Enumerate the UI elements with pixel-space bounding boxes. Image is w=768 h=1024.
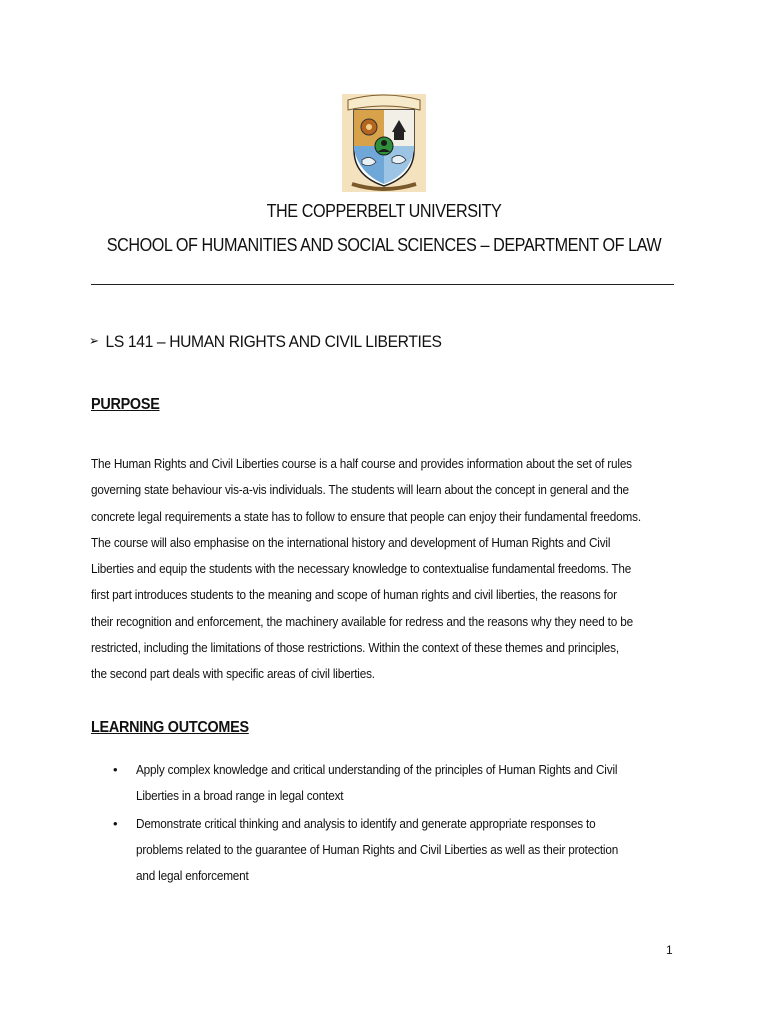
learning-outcomes-list	[91, 757, 678, 890]
header-divider	[91, 284, 674, 285]
bullet-dot-icon: •	[113, 762, 118, 777]
university-name: THE COPPERBELT UNIVERSITY	[266, 201, 502, 221]
paragraph-line: The course will also emphasise on the international history and development of Human Rights and Civil	[91, 534, 611, 550]
paragraph-line: governing state behaviour vis-a-vis individuals. The students will learn about the concept in general and the	[91, 482, 629, 498]
paragraph-line: Liberties and equip the students with the necessary knowledge to contextualise fundamental freedoms. The	[91, 561, 632, 577]
list-item-line: problems related to the guarantee of Human Rights and Civil Liberties as well as their protection	[136, 841, 619, 857]
paragraph-line: their recognition and enforcement, the machinery available for redress and the reasons why they need to be	[91, 613, 633, 629]
list-item	[91, 811, 678, 890]
bullet-dot-icon: •	[113, 815, 118, 831]
university-crest-icon	[342, 94, 426, 192]
paragraph-line: restricted, including the limitations of those restrictions. Within the context of these themes and principles,	[91, 640, 619, 656]
paragraph-line: first part introduces students to the meaning and scope of human rights and civil liberties, the reasons for	[91, 587, 617, 603]
school-department-title: SCHOOL OF HUMANITIES AND SOCIAL SCIENCES – DEPARTMENT OF LAW	[106, 235, 662, 255]
list-item-line: Liberties in a broad range in legal context	[136, 788, 344, 804]
learning-outcomes-heading: LEARNING OUTCOMES	[91, 719, 249, 736]
list-item-line: and legal enforcement	[136, 868, 249, 884]
purpose-paragraph	[91, 451, 678, 688]
list-item-line: Apply complex knowledge and critical understanding of the principles of Human Rights and Civil	[136, 762, 618, 777]
course-title	[89, 332, 442, 352]
list-item-line: Demonstrate critical thinking and analysis to identify and generate appropriate responses to	[136, 815, 596, 831]
paragraph-line: the second part deals with specific areas of civil liberties.	[91, 666, 375, 682]
course-title-text: LS 141 – HUMAN RIGHTS AND CIVIL LIBERTIES	[105, 332, 442, 351]
paragraph-line: The Human Rights and Civil Liberties course is a half course and provides information about the set of rules	[91, 456, 632, 471]
paragraph-line: concrete legal requirements a state has to follow to ensure that people can enjoy their fundamental freedoms.	[91, 508, 641, 524]
purpose-heading: PURPOSE	[91, 396, 160, 413]
page-number: 1	[666, 943, 673, 957]
list-item	[91, 757, 678, 810]
arrowhead-bullet-icon: ➢	[89, 333, 99, 348]
